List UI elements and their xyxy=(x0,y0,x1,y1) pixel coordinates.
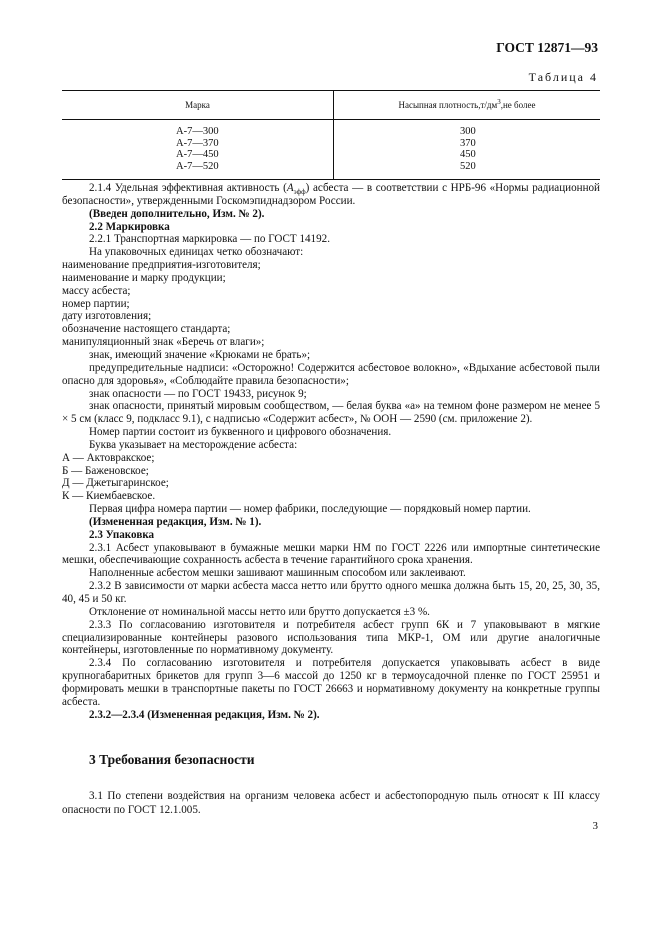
list-item: манипуляционный знак «Беречь от влаги»; xyxy=(62,336,265,349)
paragraph-2-3-3: 2.3.3 По согласованию изготовителя и потребителя асбест групп 6К и 7 упаковывают в мягкие специализированные контейнеры разового использования типа МКР-1, ОМ или другие аналогичные контейнеры, изготовленные по нормативному документу. xyxy=(62,618,600,657)
hazard-sign: знак опасности — по ГОСТ 19433, рисунок 9; xyxy=(89,387,307,400)
table-row xyxy=(62,120,600,138)
table-row xyxy=(62,161,600,180)
cell-density: 450 xyxy=(460,149,476,160)
paragraph-2-3-2: 2.3.2 В зависимости от марки асбеста масса нетто или брутто одного мешка должна быть 15, 20, 25, 30, 35, 40, 45 и 50 кг. xyxy=(62,580,600,605)
paragraph-2-1-4: 2.1.4 Удельная эффективная активность $(А_{эфф})$ асбеста — в соответствии с НРБ-96 «Нормы радиационной безопасности», утвержденными Госкомэпиднадзором России. xyxy=(62,182,600,207)
page-number: 3 xyxy=(592,820,598,832)
paragraph-2-3-1-b: Наполненные асбестом мешки зашивают машинным способом или заклеивают. xyxy=(89,567,466,580)
table-header-row xyxy=(62,91,600,120)
table-row xyxy=(62,138,600,150)
amendment-note: 2.3.2—2.3.4 (Измененная редакция, Изм. № 2). xyxy=(89,708,320,721)
deposit-intro: Буква указывает на месторождение асбеста: xyxy=(89,438,298,451)
cell-grade: А-7—300 xyxy=(62,120,334,138)
deposit-item: Д — Джетыгаринское; xyxy=(62,477,169,490)
batch-number-paragraph: Номер партии состоит из буквенного и цифрового обозначения. xyxy=(89,426,392,439)
deposit-item: А — Актовракское; xyxy=(62,451,155,464)
cell-grade: А-7—450 xyxy=(62,149,334,161)
list-item: массу асбеста; xyxy=(62,284,131,297)
paragraph-2-3-2-b: Отклонение от номинальной массы нетто или брутто допускается ±3 %. xyxy=(89,605,430,618)
section-heading-2-2: 2.2 Маркировка xyxy=(89,220,170,233)
list-item: номер партии; xyxy=(62,297,130,310)
column-header-density: Насыпная $плотность,т/дм^3,не$ более xyxy=(334,91,601,120)
table-caption: Таблица 4 xyxy=(528,70,598,84)
list-item: наименование предприятия-изготовителя; xyxy=(62,259,261,272)
list-item: наименование и марку продукции; xyxy=(62,271,226,284)
amendment-note: (Введен дополнительно, Изм. № 2). xyxy=(89,207,265,220)
cell-density: 370 xyxy=(460,137,476,149)
column-header-grade: Марка xyxy=(62,91,334,120)
cell-density: 520 xyxy=(334,161,601,180)
paragraph-2-3-4: 2.3.4 По согласованию изготовителя и потребителя допускается упаковывать асбест в виде крупногабаритных брикетов для групп 3—6 массой до 1250 кг в термоусадочной пленке по ГОСТ 25951 и формировать мешки в транспортные пакеты по ГОСТ 26663 и нормативному документу на конкретные группы асбеста. xyxy=(62,657,600,708)
hazard-sign-international: знак опасности, принятый мировым сообществом, — белая буква «а» на темном фоне размером не менее 5 × 5 см (класс 9, подкласс 9.1), с надписью «Содержит асбест», № ООН — 2590 (см. приложение 2). xyxy=(62,400,600,426)
table-row xyxy=(62,149,600,161)
amendment-note: (Измененная редакция, Изм. № 1). xyxy=(89,515,262,528)
section-heading-2-3: 2.3 Упаковка xyxy=(89,528,155,541)
section-3-body xyxy=(62,790,600,817)
paragraph-3-1: 3.1 По степени воздействия на организм человека асбест и асбестопородную пыль относят к III классу опасности по ГОСТ 12.1.005. xyxy=(62,790,600,816)
list-intro: На упаковочных единицах четко обозначают: xyxy=(89,246,304,259)
paragraph-2-3-1: 2.3.1 Асбест упаковывают в бумажные мешки марки НМ по ГОСТ 2226 или импортные синтетические мешки, обеспечивающие сохранность асбеста в течение гарантийного срока хранения. xyxy=(62,541,600,567)
document-code: ГОСТ 12871—93 xyxy=(496,40,598,55)
warning-inscriptions: предупредительные надписи: «Осторожно! Содержится асбестовое волокно», «Вдыхание асбестовой пыли опасно для здоровья», «Соблюдайте правила безопасности»; xyxy=(62,361,600,387)
deposit-item: К — Киембаевское. xyxy=(62,490,156,503)
list-item: обозначение настоящего стандарта; xyxy=(62,323,231,336)
cell-grade: А-7—520 xyxy=(62,161,334,180)
first-digit-paragraph: Первая цифра номера партии — номер фабрики, последующие — порядковый номер партии. xyxy=(89,503,531,516)
paragraph-2-2-1: 2.2.1 Транспортная маркировка — по ГОСТ 14192. xyxy=(89,233,330,246)
list-item: дату изготовления; xyxy=(62,310,152,323)
cell-density: 300 xyxy=(460,126,476,137)
cell-grade: А-7—370 xyxy=(62,138,334,150)
density-table xyxy=(62,90,600,180)
document-body xyxy=(62,182,600,721)
list-item: знак, имеющий значение «Крюками не брать»; xyxy=(89,348,311,361)
section-heading-3: 3 Требования безопасности xyxy=(89,752,255,767)
deposit-item: Б — Баженовское; xyxy=(62,464,149,477)
